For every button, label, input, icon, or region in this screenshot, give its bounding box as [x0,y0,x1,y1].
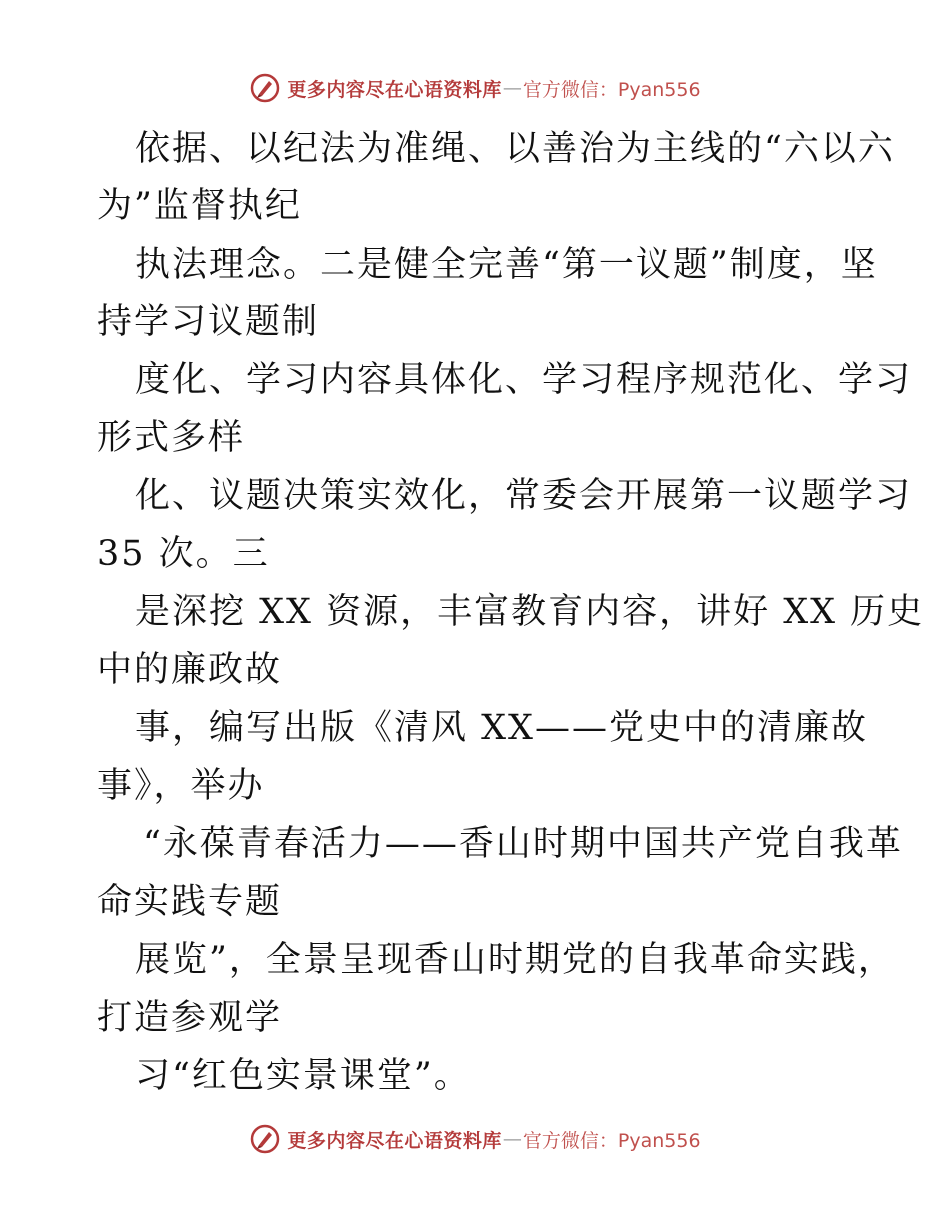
pen-logo-icon [249,1123,281,1155]
body-line-16: 打造参观学 [97,998,283,1038]
header-banner-contact: 官方微信：Pyan556 [522,78,701,101]
body-line-2: 为”监督执纪 [97,186,302,226]
body-line-3: 执法理念。二是健全完善“第一议题”制度，坚 [135,245,878,285]
body-line-7: 化、议题决策实效化，常委会开展第一议题学习 [135,476,913,516]
body-line-15: 展览”，全景呈现香山时期党的自我革命实践， [135,940,895,980]
body-line-9: 是深挖 XX 资源，丰富教育内容，讲好 XX 历史 [135,592,925,632]
header-banner-text: 更多内容尽在心语资料库 [287,78,502,101]
body-line-1: 依据、以纪法为准绳、以善治为主线的“六以六 [135,129,895,169]
body-line-11: 事，编写出版《清风 XX——党史中的清廉故 [135,708,868,748]
footer-watermark-banner [0,1119,950,1159]
body-line-17: 习“红色实景课堂”。 [135,1056,471,1096]
footer-banner-text: 更多内容尽在心语资料库 [287,1129,502,1152]
body-line-5: 度化、学习内容具体化、学习程序规范化、学习 [135,360,913,400]
body-line-14: 命实践专题 [97,882,283,922]
body-line-12: 事》，举办 [97,766,265,806]
body-line-8: 35 次。三 [97,534,270,574]
body-line-10: 中的廉政故 [97,650,283,690]
footer-banner-contact: 官方微信：Pyan556 [522,1129,701,1152]
header-banner-separator: — [502,77,522,99]
body-line-6: 形式多样 [97,418,246,458]
body-line-13: “永葆青春活力——香山时期中国共产党自我革 [143,824,903,864]
body-line-4: 持学习议题制 [97,302,320,342]
footer-banner-separator: — [502,1128,522,1150]
